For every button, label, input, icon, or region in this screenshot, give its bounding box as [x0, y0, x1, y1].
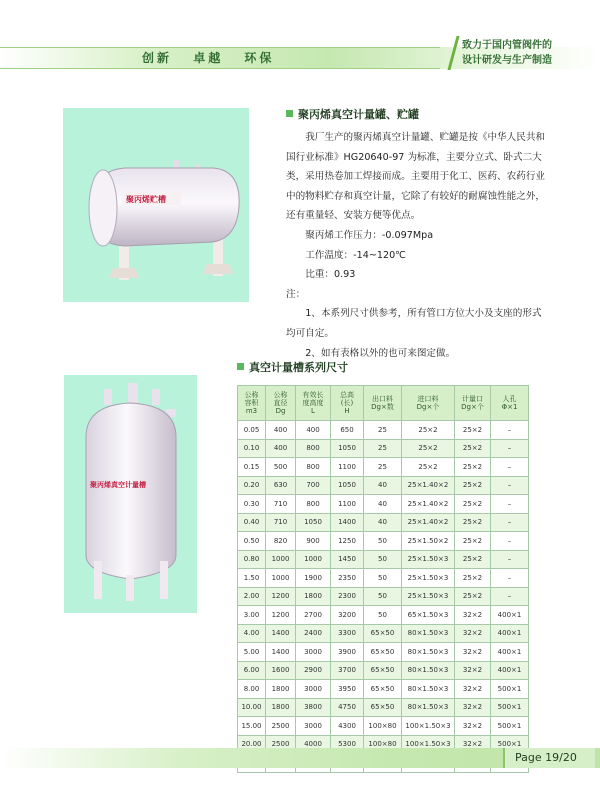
column-header [491, 386, 529, 421]
table-cell: 25×2 [455, 569, 491, 588]
header-slogan [462, 38, 552, 68]
table-cell: 400 [296, 421, 331, 440]
column-header-line: 容积 [244, 399, 259, 407]
table-cell: 65×50 [364, 698, 402, 717]
header-divider-top [0, 47, 440, 48]
table-cell: 4750 [331, 698, 364, 717]
section-title: 真空计量槽系列尺寸 [249, 361, 348, 374]
table-cell: 1800 [296, 587, 331, 606]
table-cell: 50 [364, 606, 402, 625]
column-header-line: H [344, 407, 350, 415]
table-cell: 2400 [296, 624, 331, 643]
table-cell: 25 [364, 421, 402, 440]
table-cell: 2300 [331, 587, 364, 606]
table-cell: 1250 [331, 532, 364, 551]
table-cell: – [491, 476, 529, 495]
column-header [402, 386, 455, 421]
square-bullet-icon [237, 363, 244, 370]
horizontal-tank-illustration [63, 108, 249, 302]
table-cell: 1200 [266, 587, 296, 606]
table-row [238, 680, 529, 699]
table-cell: 25×2 [455, 421, 491, 440]
table-cell: 32×2 [455, 698, 491, 717]
column-header-line: Dg×个 [416, 403, 440, 411]
table-cell: 1900 [296, 569, 331, 588]
table-cell: 65×50 [364, 643, 402, 662]
column-header-line: Dg [275, 407, 286, 415]
column-header-line: 度高度 [302, 399, 324, 407]
header-motto [142, 49, 288, 66]
table-cell: 400 [266, 439, 296, 458]
table-cell: 25×2 [455, 458, 491, 477]
table-cell: 20.00 [238, 735, 266, 754]
table-cell: 65×50 [364, 624, 402, 643]
table-cell: 25 [364, 439, 402, 458]
table-cell: 6.00 [238, 661, 266, 680]
column-header-line: m3 [245, 407, 258, 415]
table-cell: – [491, 458, 529, 477]
table-cell: 1200 [266, 606, 296, 625]
table-cell: 25×1.50×2 [402, 532, 455, 551]
table-cell: 800 [296, 458, 331, 477]
table-cell: 1000 [296, 550, 331, 569]
vertical-tank-photo [64, 375, 197, 613]
horizontal-tank-photo [63, 108, 249, 302]
table-row [238, 513, 529, 532]
table-cell: 2500 [266, 717, 296, 736]
table-row [238, 643, 529, 662]
motto-word: 卓越 [193, 51, 224, 65]
column-header-line: 进口料 [417, 395, 439, 403]
table-cell: 1050 [296, 513, 331, 532]
column-header [296, 386, 331, 421]
table-cell: 5.00 [238, 643, 266, 662]
table-cell: 400 [266, 421, 296, 440]
table-cell: 0.30 [238, 495, 266, 514]
header-divider-bottom [0, 68, 440, 69]
column-header [266, 386, 296, 421]
column-header-line: Dg×个 [461, 403, 484, 411]
table-cell: 1400 [266, 643, 296, 662]
table-cell: 500×1 [491, 735, 529, 754]
section-heading [286, 106, 419, 122]
table-row [238, 458, 529, 477]
spec-temperature: 工作温度：-14~120℃ [305, 249, 406, 261]
table-row [238, 550, 529, 569]
table-cell: 0.15 [238, 458, 266, 477]
table-cell: 80×1.50×3 [402, 624, 455, 643]
table-row [238, 495, 529, 514]
table-cell: 80×1.50×3 [402, 680, 455, 699]
table-cell: 0.40 [238, 513, 266, 532]
table-cell: 2500 [266, 735, 296, 754]
table-cell: 400×1 [491, 624, 529, 643]
table-row [238, 587, 529, 606]
column-header [238, 386, 266, 421]
column-header-line: (长) [340, 399, 354, 407]
table-cell: 32×2 [455, 624, 491, 643]
table-cell: 65×50 [364, 680, 402, 699]
table-cell: 100×1.50×3 [402, 717, 455, 736]
table-cell: 400×1 [491, 606, 529, 625]
table-cell: – [491, 569, 529, 588]
column-header-line: 出口料 [372, 395, 393, 403]
note-label: 注： [286, 288, 306, 300]
table-cell: 1800 [266, 698, 296, 717]
table-cell: 25×1.40×2 [402, 513, 455, 532]
column-header-line: 公称 [244, 391, 259, 399]
table-header-row [238, 386, 529, 421]
table-cell: 3900 [331, 643, 364, 662]
table-cell: 32×2 [455, 717, 491, 736]
tank-label-text: 聚丙烯真空计量槽 [90, 481, 146, 489]
table-cell: 25×2 [455, 587, 491, 606]
section-title: 聚丙烯真空计量罐、贮罐 [298, 108, 419, 121]
table-cell: 25×2 [455, 532, 491, 551]
table-cell: 3800 [296, 698, 331, 717]
table-cell: – [491, 513, 529, 532]
table-cell: 50 [364, 569, 402, 588]
column-header-line: 计量口 [462, 395, 483, 403]
table-row [238, 606, 529, 625]
table-cell: 15.00 [238, 717, 266, 736]
table-cell: 4300 [331, 717, 364, 736]
product-description [286, 128, 548, 363]
table-row [238, 421, 529, 440]
table-cell: 1450 [331, 550, 364, 569]
table-cell: 1.50 [238, 569, 266, 588]
table-row [238, 717, 529, 736]
table-cell: 3300 [331, 624, 364, 643]
vertical-tank-illustration [64, 375, 197, 613]
note-item: 2、如有表格以外的也可来图定做。 [305, 347, 456, 359]
table-cell: 1800 [266, 680, 296, 699]
table-cell: 1000 [266, 550, 296, 569]
slogan-line: 设计研发与生产制造 [462, 55, 552, 66]
table-cell: 4.00 [238, 624, 266, 643]
table-cell: 1100 [331, 495, 364, 514]
table-cell: 2350 [331, 569, 364, 588]
table-cell: 700 [296, 476, 331, 495]
motto-word: 创新 [142, 51, 173, 65]
table-cell: 40 [364, 476, 402, 495]
table-cell: 800 [296, 495, 331, 514]
table-cell: – [491, 421, 529, 440]
table-cell: 25×1.50×3 [402, 550, 455, 569]
vacuum-tank-size-table [237, 385, 529, 773]
column-header-line: 总高 [340, 391, 354, 399]
column-header-line: 公称 [273, 391, 288, 399]
table-cell: – [491, 532, 529, 551]
table-cell: 100×80 [364, 717, 402, 736]
table-cell: 1050 [331, 439, 364, 458]
spec-gravity: 比重：0.93 [305, 269, 356, 281]
table-cell: 65×1.50×3 [402, 606, 455, 625]
table-row [238, 698, 529, 717]
table-row [238, 532, 529, 551]
table-cell: 80×1.50×3 [402, 661, 455, 680]
table-cell: 4000 [296, 735, 331, 754]
table-cell: – [491, 587, 529, 606]
table-cell: 100×80 [364, 735, 402, 754]
table-row [238, 624, 529, 643]
column-header-line: 人孔 [502, 395, 517, 403]
table-cell: 2.00 [238, 587, 266, 606]
table-cell: – [491, 495, 529, 514]
table-cell: 500×1 [491, 717, 529, 736]
table-cell: 0.80 [238, 550, 266, 569]
table-cell: 25×2 [402, 458, 455, 477]
tank-label-text: 聚丙烯贮槽 [126, 195, 166, 204]
table-cell: 630 [266, 476, 296, 495]
table-cell: 25×2 [455, 513, 491, 532]
table-cell: 650 [331, 421, 364, 440]
table-cell: 500×1 [491, 680, 529, 699]
table-cell: – [491, 550, 529, 569]
table-cell: 900 [296, 532, 331, 551]
column-header [364, 386, 402, 421]
table-row [238, 661, 529, 680]
note-item: 1、本系列尺寸供参考，所有管口方位大小及支座的形式均可自定。 [286, 308, 542, 339]
table-cell: 50 [364, 550, 402, 569]
table-cell: 0.50 [238, 532, 266, 551]
table-cell: 32×2 [455, 735, 491, 754]
motto-word: 环保 [244, 51, 275, 65]
table-cell: 710 [266, 513, 296, 532]
table-cell: 1400 [266, 624, 296, 643]
table-cell: 32×2 [455, 661, 491, 680]
table-cell: 25×1.40×2 [402, 495, 455, 514]
column-header-line: 有效长 [302, 391, 324, 399]
table-cell: 800 [296, 439, 331, 458]
section-heading [237, 359, 348, 375]
table-cell: 80×1.50×3 [402, 643, 455, 662]
table-cell: 1400 [331, 513, 364, 532]
table-cell: 500 [266, 458, 296, 477]
table-cell: 2700 [296, 606, 331, 625]
table-cell: 820 [266, 532, 296, 551]
table-row [238, 569, 529, 588]
table-cell: 0.20 [238, 476, 266, 495]
column-header-line: L [311, 407, 315, 415]
table-row [238, 476, 529, 495]
table-cell: 3000 [296, 643, 331, 662]
table-cell: 500×1 [491, 698, 529, 717]
spec-pressure: 聚丙烯工作压力：-0.097Mpa [305, 229, 434, 241]
table-cell: 100×1.50×3 [402, 735, 455, 754]
table-cell: 3000 [296, 717, 331, 736]
column-header [331, 386, 364, 421]
table-cell: 32×2 [455, 606, 491, 625]
column-header-line: Dg×数 [371, 403, 394, 411]
table-cell: 25×2 [402, 439, 455, 458]
table-cell: 3950 [331, 680, 364, 699]
table-cell: 1050 [331, 476, 364, 495]
table-cell: 25 [364, 458, 402, 477]
square-bullet-icon [286, 110, 293, 117]
table-cell: 25×2 [455, 476, 491, 495]
table-cell: 25×1.50×3 [402, 587, 455, 606]
table-cell: 25×2 [455, 495, 491, 514]
intro-paragraph: 我厂生产的聚丙烯真空计量罐、贮罐是按《中华人民共和国行业标准》HG20640-97 为标准，主要分立式、卧式二大类，采用热卷加工焊接而成。主要用于化工、医药、农药行业中的物料贮存和真空计量，它除了有较好的耐腐蚀性能之外，还有重量轻、安装方便等优点。 [286, 132, 546, 222]
table-cell: 5300 [331, 735, 364, 754]
table-cell: 400×1 [491, 661, 529, 680]
table-cell: 3200 [331, 606, 364, 625]
column-header-line: Φ×1 [501, 403, 518, 411]
table-cell: 25×1.50×3 [402, 569, 455, 588]
table-cell: 400×1 [491, 643, 529, 662]
column-header-line: 直径 [273, 399, 288, 407]
table-cell: 10.00 [238, 698, 266, 717]
table-cell: 50 [364, 532, 402, 551]
table-cell: 80×1.50×3 [402, 698, 455, 717]
table-cell: 25×2 [402, 421, 455, 440]
column-header [455, 386, 491, 421]
table-cell: 8.00 [238, 680, 266, 699]
table-row [238, 439, 529, 458]
table-cell: 2900 [296, 661, 331, 680]
table-cell: 3700 [331, 661, 364, 680]
table-cell: 1600 [266, 661, 296, 680]
table-cell: 3000 [296, 680, 331, 699]
table-cell: 0.05 [238, 421, 266, 440]
table-cell: 32×2 [455, 680, 491, 699]
table-cell: 40 [364, 513, 402, 532]
table-cell: 25×2 [455, 439, 491, 458]
table-cell: 50 [364, 587, 402, 606]
page-number: Page 19/20 [515, 751, 577, 764]
slogan-line: 致力于国内管阀件的 [462, 40, 552, 51]
table-cell: 710 [266, 495, 296, 514]
table-cell: 25×1.40×2 [402, 476, 455, 495]
table-cell: – [491, 439, 529, 458]
table-cell: 3.00 [238, 606, 266, 625]
table-cell: 32×2 [455, 643, 491, 662]
table-cell: 65×50 [364, 661, 402, 680]
table-cell: 40 [364, 495, 402, 514]
table-cell: 25×2 [455, 550, 491, 569]
table-body [238, 421, 529, 773]
table-cell: 1000 [266, 569, 296, 588]
table-cell: 0.10 [238, 439, 266, 458]
table-cell: 1100 [331, 458, 364, 477]
